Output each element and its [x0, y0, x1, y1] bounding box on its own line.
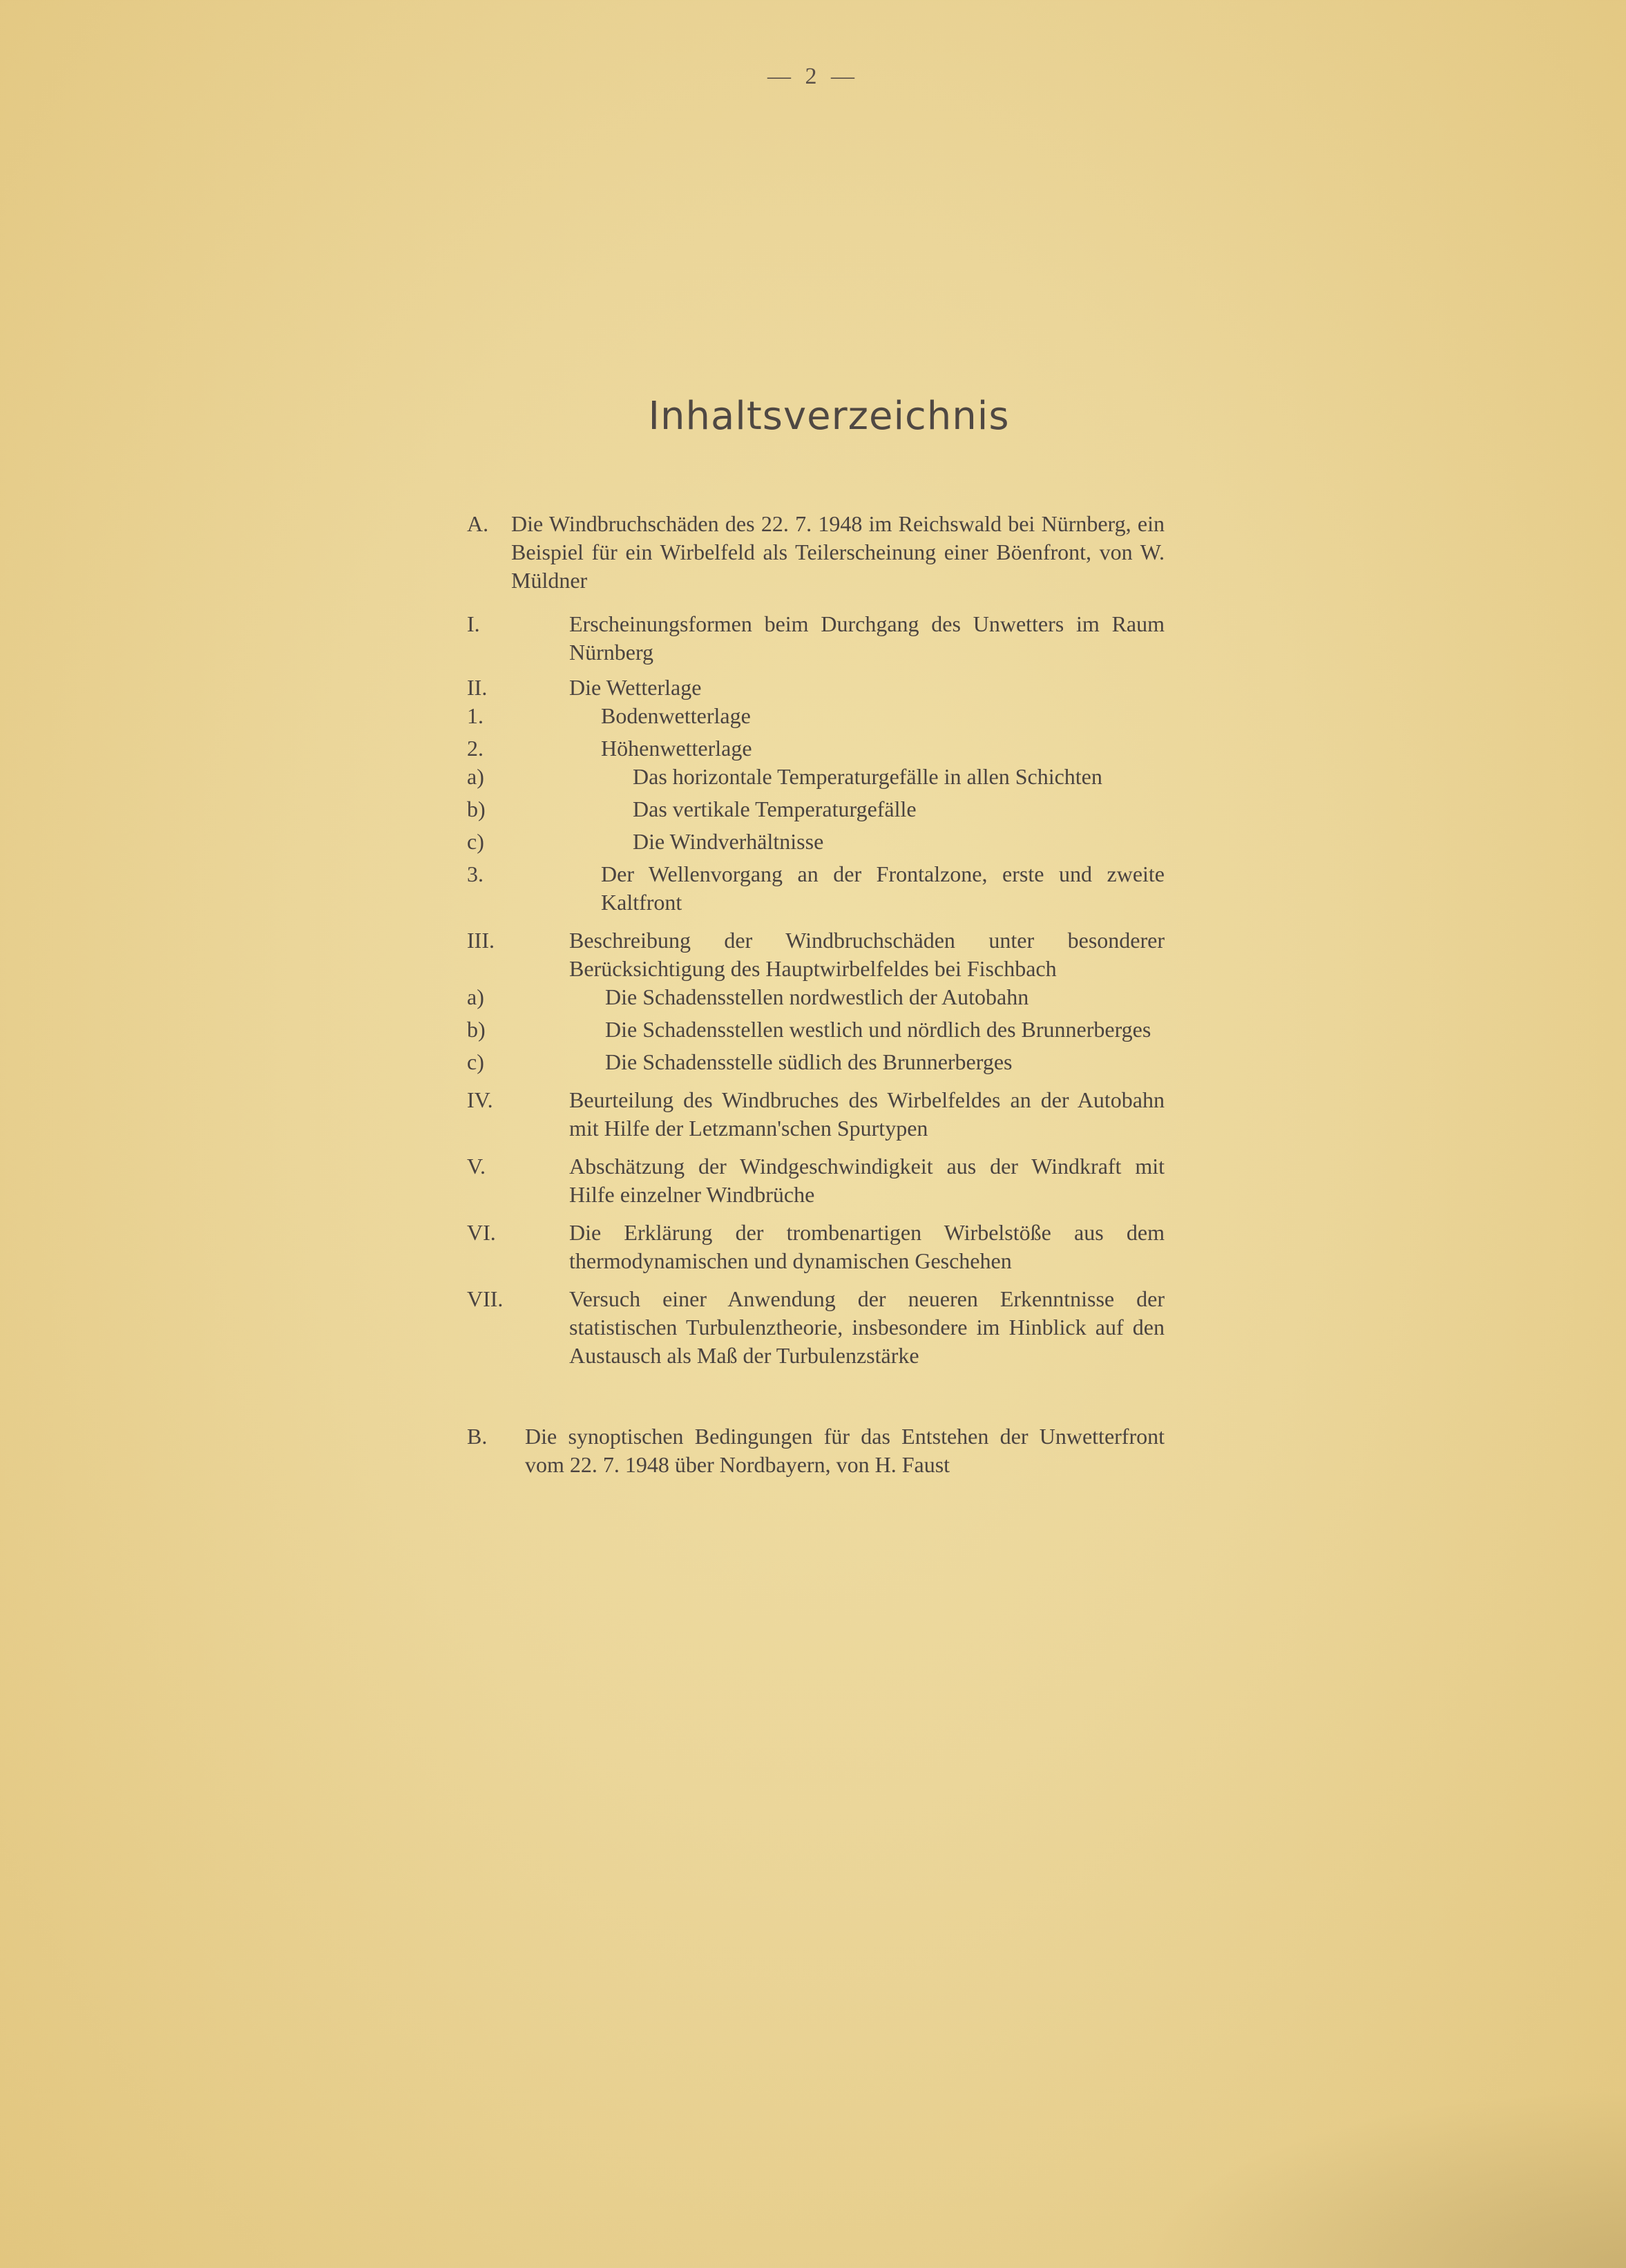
toc-text: Die Schadensstelle südlich des Brunnerberges — [605, 1049, 1013, 1074]
toc-entry-v — [467, 1152, 1165, 1209]
toc-entry-ii-2 — [467, 734, 1165, 763]
toc-entry-iii-c — [467, 1048, 1165, 1076]
toc-number: A. — [467, 511, 489, 536]
toc-number: a) — [467, 984, 484, 1009]
toc-entry-ii-2b — [467, 795, 1165, 823]
toc-number: VII. — [467, 1286, 504, 1311]
toc-text: Die Schadensstellen westlich und nördlich des Brunnerberges — [605, 1017, 1151, 1042]
toc-entry-vii — [467, 1285, 1165, 1370]
page-number: — 2 — — [767, 64, 859, 89]
toc-text: Die Windverhältnisse — [633, 829, 824, 854]
toc-number: I. — [467, 611, 480, 636]
toc-text: Versuch einer Anwendung der neueren Erkenntnisse der statistischen Turbulenztheorie, insbesondere im Hinblick auf den Austausch als Maß der Turbulenzstärke — [569, 1286, 1165, 1368]
toc-number: III. — [467, 928, 495, 953]
toc-text: Beurteilung des Windbruches des Wirbelfeldes an der Autobahn mit Hilfe der Letzmann'schen Spurtypen — [569, 1087, 1165, 1141]
toc-text: Abschätzung der Windgeschwindigkeit aus der Windkraft mit Hilfe einzelner Windbrüche — [569, 1154, 1165, 1207]
toc-text: Erscheinungsformen beim Durchgang des Unwetters im Raum Nürnberg — [569, 611, 1165, 665]
toc-number: VI. — [467, 1220, 496, 1245]
toc-number: B. — [467, 1424, 488, 1449]
toc-text: Das vertikale Temperaturgefälle — [633, 797, 917, 821]
toc-number: II. — [467, 675, 488, 700]
toc-text: Die Windbruchschäden des 22. 7. 1948 im Reichswald bei Nürnberg, ein Beispiel für ein Wirbelfeld als Teilerscheinung einer Böenfront, von W. Müldner — [511, 511, 1165, 593]
toc-number: b) — [467, 1017, 486, 1042]
toc-entry-vi — [467, 1219, 1165, 1275]
toc-entry-ii-3 — [467, 860, 1165, 917]
toc-text: Bodenwetterlage — [601, 703, 751, 728]
toc-entry-iii-b — [467, 1016, 1165, 1044]
toc-entry-ii-2c — [467, 828, 1165, 856]
toc-number: c) — [467, 829, 484, 854]
toc-entry-iv — [467, 1086, 1165, 1143]
toc-entry-i — [467, 610, 1165, 667]
toc-number: c) — [467, 1049, 484, 1074]
toc-entry-b — [467, 1422, 1165, 1479]
toc-text: Höhenwetterlage — [601, 736, 752, 761]
toc-text: Das horizontale Temperaturgefälle in allen Schichten — [633, 764, 1102, 789]
table-of-contents — [467, 510, 1165, 1479]
toc-entry-ii-1 — [467, 702, 1165, 730]
toc-entry-iii — [467, 926, 1165, 983]
toc-number: V. — [467, 1154, 486, 1179]
toc-entry-iii-a — [467, 983, 1165, 1011]
toc-number: 2. — [467, 736, 484, 761]
toc-entry-a — [467, 510, 1165, 595]
toc-text: Die Erklärung der trombenartigen Wirbelstöße aus dem thermodynamischen und dynamischen Geschehen — [569, 1220, 1165, 1273]
toc-text: Die Wetterlage — [569, 675, 702, 700]
toc-entry-ii — [467, 674, 1165, 702]
toc-number: IV. — [467, 1087, 493, 1112]
toc-number: a) — [467, 764, 484, 789]
toc-number: 3. — [467, 861, 484, 886]
toc-text: Die Schadensstellen nordwestlich der Autobahn — [605, 984, 1029, 1009]
toc-text: Beschreibung der Windbruchschäden unter besonderer Berücksichtigung des Hauptwirbelfeldes bei Fischbach — [569, 928, 1165, 981]
page-shadow — [1142, 2088, 1626, 2268]
page-title: Inhaltsverzeichnis — [648, 394, 1010, 439]
toc-number: b) — [467, 797, 486, 821]
toc-entry-ii-2a — [467, 763, 1165, 791]
toc-number: 1. — [467, 703, 484, 728]
toc-text: Die synoptischen Bedingungen für das Entstehen der Unwetterfront vom 22. 7. 1948 über Nordbayern, von H. Faust — [525, 1424, 1165, 1477]
toc-text: Der Wellenvorgang an der Frontalzone, erste und zweite Kaltfront — [601, 861, 1165, 915]
